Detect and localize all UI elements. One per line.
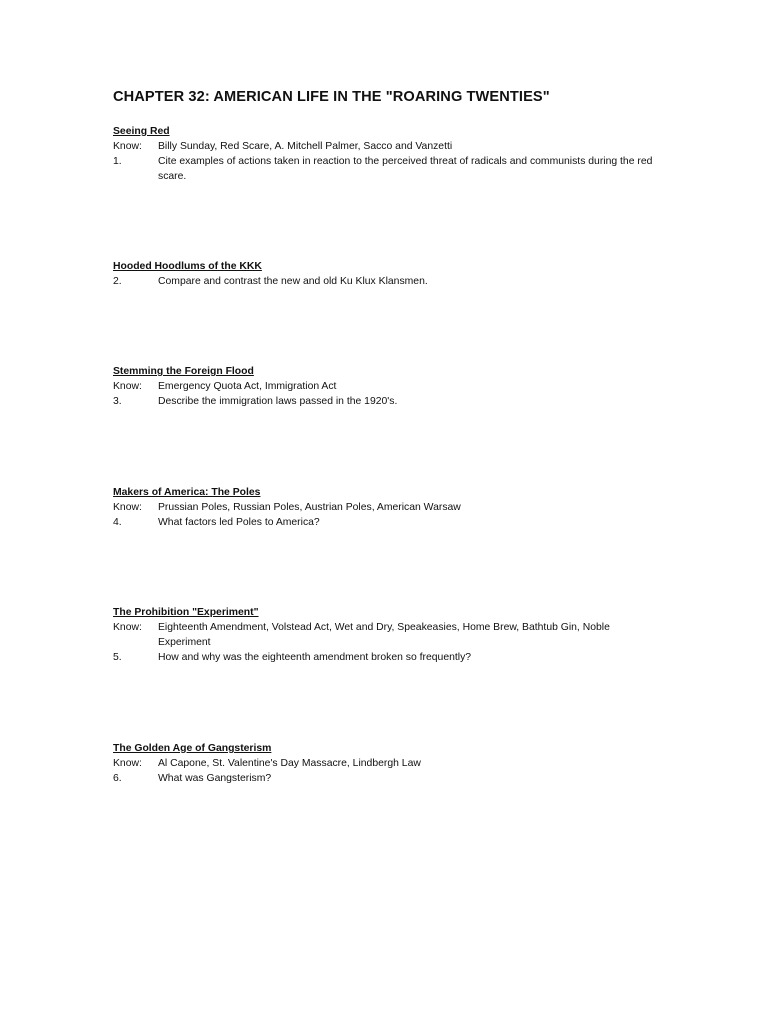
section-seeing-red: [113, 124, 653, 184]
section-foreign-flood: [113, 364, 653, 409]
section-heading: Stemming the Foreign Flood: [113, 366, 254, 377]
question-number: 5.: [113, 652, 122, 663]
know-terms: Al Capone, St. Valentine's Day Massacre, Lindbergh Law: [158, 758, 421, 769]
know-label: Know:: [113, 758, 142, 769]
know-terms: Emergency Quota Act, Immigration Act: [158, 381, 337, 392]
know-label: Know:: [113, 502, 142, 513]
question-text: What factors led Poles to America?: [158, 517, 320, 528]
question-row: [113, 274, 653, 289]
question-text: Describe the immigration laws passed in the 1920's.: [158, 396, 398, 407]
question-row: [113, 154, 653, 184]
section-heading: The Golden Age of Gangsterism: [113, 743, 272, 754]
know-label: Know:: [113, 622, 142, 633]
know-row: [113, 139, 653, 154]
question-row: [113, 771, 653, 786]
section-gangsterism: [113, 741, 653, 786]
question-row: [113, 394, 653, 409]
know-terms: Eighteenth Amendment, Volstead Act, Wet and Dry, Speakeasies, Home Brew, Bathtub Gin, Noble Experiment: [158, 622, 610, 648]
know-row: [113, 500, 653, 515]
question-text: Compare and contrast the new and old Ku Klux Klansmen.: [158, 276, 428, 287]
question-row: [113, 650, 653, 665]
section-heading: Makers of America: The Poles: [113, 487, 261, 498]
know-row: [113, 756, 653, 771]
question-number: 2.: [113, 276, 122, 287]
question-text: Cite examples of actions taken in reaction to the perceived threat of radicals and communists during the red scare.: [158, 156, 653, 182]
question-row: [113, 515, 653, 530]
question-number: 6.: [113, 773, 122, 784]
know-terms: Billy Sunday, Red Scare, A. Mitchell Palmer, Sacco and Vanzetti: [158, 141, 453, 152]
know-label: Know:: [113, 141, 142, 152]
know-row: [113, 620, 653, 650]
know-row: [113, 379, 653, 394]
section-heading: Seeing Red: [113, 126, 170, 137]
section-poles: [113, 485, 653, 530]
know-terms: Prussian Poles, Russian Poles, Austrian Poles, American Warsaw: [158, 502, 461, 513]
section-prohibition: [113, 605, 653, 665]
question-number: 1.: [113, 156, 122, 167]
question-number: 4.: [113, 517, 122, 528]
section-heading: The Prohibition "Experiment": [113, 607, 259, 618]
section-hooded-hoodlums: [113, 259, 653, 289]
section-heading: Hooded Hoodlums of the KKK: [113, 261, 262, 272]
question-number: 3.: [113, 396, 122, 407]
know-label: Know:: [113, 381, 142, 392]
question-text: How and why was the eighteenth amendment broken so frequently?: [158, 652, 472, 663]
chapter-title: CHAPTER 32: AMERICAN LIFE IN THE "ROARING TWENTIES": [113, 89, 550, 105]
question-text: What was Gangsterism?: [158, 773, 272, 784]
